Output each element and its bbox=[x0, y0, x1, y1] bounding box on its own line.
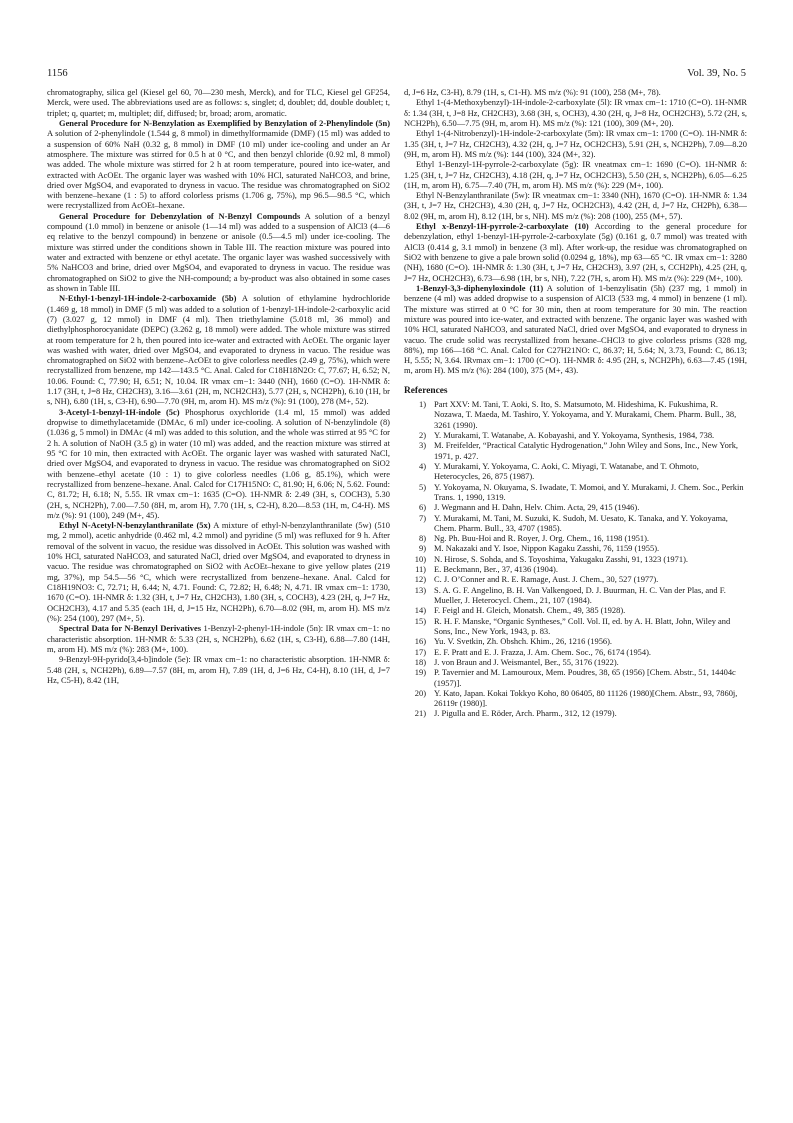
reference-item bbox=[404, 482, 747, 503]
references-heading: References bbox=[404, 385, 448, 396]
reference-item bbox=[404, 440, 747, 461]
reference-text: S. A. G. F. Angelino, B. H. Van Valkengoed, D. J. Buurman, H. C. Van der Plas, and F. Mueller, J. Heterocycl. Chem., 21, 107 (1984). bbox=[434, 584, 726, 605]
reference-text: Y. Murakami, M. Tani, M. Suzuki, K. Sudoh, M. Uesato, K. Tanaka, and Y. Yokoyama, Chem. Pharm. Bull., 33, 4707 (1985). bbox=[434, 512, 728, 533]
paragraph bbox=[404, 283, 747, 376]
reference-number: 8) bbox=[418, 533, 426, 544]
reference-item bbox=[404, 616, 747, 637]
reference-number: 6) bbox=[418, 502, 426, 513]
reference-item bbox=[404, 399, 747, 430]
paragraph-heading: General Procedure for N-Benzylation as Exemplified by Benzylation of 2-Phenylindole (5n) bbox=[59, 117, 390, 128]
paragraph bbox=[47, 654, 390, 685]
paragraph bbox=[404, 159, 747, 190]
reference-text: C. J. O’Conner and R. E. Ramage, Aust. J. Chem., 30, 527 (1977). bbox=[434, 574, 659, 585]
paragraph bbox=[47, 407, 390, 520]
paragraph bbox=[404, 190, 747, 221]
paragraph bbox=[47, 211, 390, 294]
reference-item bbox=[404, 430, 747, 440]
paragraph bbox=[47, 623, 390, 654]
paragraph-heading: Spectral Data for N-Benzyl Derivatives bbox=[59, 623, 201, 634]
paragraph-text: Ethyl 1-(4-Methoxybenzyl)-1H-indole-2-carboxylate (5l): IR νmax cm−1: 1710 (C=O). 1H-NMR δ: 1.34 (3H, t, J=8 Hz, CH2CH3), 3.68 (3H, s, OCH3), 4.30 (2H, q, J=8 Hz, OCH2CH3), 5.72 (2H, s, NCH2Ph), 6.50—7.75 (9H, m, arom H). MS m/z (%): 121 (100), 309 (M+, 20). bbox=[404, 97, 748, 128]
reference-text: E. Beckmann, Ber., 37, 4136 (1904). bbox=[434, 564, 558, 575]
reference-text: Y. Kato, Japan. Kokai Tokkyo Koho, 80 06405, 80 11126 (1980)[Chem. Abstr., 93, 7860j, 26119r (1980)]. bbox=[434, 687, 738, 709]
reference-list bbox=[404, 399, 747, 719]
reference-item bbox=[404, 513, 747, 534]
reference-text: J. Pigulla and E. Röder, Arch. Pharm., 312, 12 (1979). bbox=[434, 708, 617, 719]
reference-item bbox=[404, 554, 747, 564]
paragraph-heading: 3-Acetyl-1-benzyl-1H-indole (5c) bbox=[59, 406, 180, 417]
paragraph-text: Ethyl N-Benzylanthranilate (5w): IR νneatmax cm−1: 3340 (NH), 1670 (C=O). 1H-NMR δ: 1.34 (3H, t, J=7 Hz, CH2CH3), 4.30 (2H, q, J=7 Hz, OCH2CH3), 4.42 (2H, d, J=7 Hz, CH2Ph), 6.38—8.02 (9H, m, arom H), 8.12 (1H, br s, NH). MS m/z (%): 208 (100), 255 (M+, 57). bbox=[404, 190, 747, 221]
paragraph-text: A solution of 2-phenylindole (1.544 g, 8 mmol) in dimethylformamide (DMF) (15 ml) was added to a suspension of 60% NaH (0.32 g, 8 mmol) in DMF (10 ml) under ice-cooling and under an Ar atmosphere. The mixture was stirred for 0.5 h at 0 °C, and then benzyl chloride (0.92 ml, 8 mmol) was added. The whole mixture was stirred for 2 h at room temperature, poured into ice-water, and extracted with AcOEt. The organic layer was washed with 10% HCl, saturated NaHCO3, and brine, dried over MgSO4, and evaporated to dryness in vacuo. The residue was chromatographed on SiO2 with benzene–hexane (1 : 5) to afford colorless prisms (1.706 g, 75%), mp 96.5—98.5 °C, which were recrystallized from AcOEt–hexane. bbox=[47, 128, 390, 211]
reference-number: 1) bbox=[418, 399, 426, 410]
paragraph-heading: Ethyl x-Benzyl-1H-pyrrole-2-carboxylate (10) bbox=[416, 221, 589, 232]
reference-text: M. Freifelder, “Practical Catalytic Hydrogenation,” John Wiley and Sons, Inc., New York, 1971, p. 427. bbox=[434, 440, 739, 461]
reference-text: E. F. Pratt and E. J. Frazza, J. Am. Chem. Soc., 76, 6174 (1954). bbox=[434, 646, 652, 657]
reference-item bbox=[404, 657, 747, 667]
reference-item bbox=[404, 708, 747, 718]
paragraph bbox=[47, 293, 390, 406]
paragraph bbox=[47, 87, 390, 118]
paragraph-text: A solution of ethylamine hydrochloride (1.469 g, 18 mmol) in DMF (5 ml) was added to a solution of 1-benzyl-1H-indole-2-carboxylic acid (7) (3.027 g, 12 mmol) in DMF (4 ml). Then triethylamine (5.018 ml, 36 mmol) and diethylphosphorocyanidate (DEPC) (3.262 g, 18 mmol) were added. The whole mixture was stirred at room temperature for 2 h, then poured into ice-water and extracted with AcOEt. The organic layer was washed with water, dried over MgSO4, and evaporated to dryness in vacuo. The residue was chromatographed on SiO2 with benzene–AcOEt to give colorless needles (2.49 g, 75%), which were recrystallized from benzene, mp 142—143.5 °C. Anal. Calcd for C18H18N2O: C, 77.67; H, 6.52; N, 10.06. Found: C, 77.90; H, 6.51; N, 10.04. IR νmax cm−1: 3440 (NH), 1660 (C=O). 1H-NMR δ: 1.17 (3H, t, J=8 Hz, CH2CH3), 3.16—3.61 (2H, m, NCH2CH3), 5.77 (2H, s, NCH2Ph), 6.10 (1H, br s, NH), 6.80 (1H, s, C3-H), 6.90—7.70 (9H, m, arom H). MS m/z (%): 91 (100), 278 (M+, 52). bbox=[47, 293, 390, 407]
paragraph-text: Ethyl 1-Benzyl-1H-pyrrole-2-carboxylate (5g): IR νneatmax cm−1: 1690 (C=O). 1H-NMR δ: 1.25 (3H, t, J=7 Hz, CH2CH3), 4.18 (2H, q, J=7 Hz, OCH2CH3), 5.50 (2H, s, NCH2Ph), 6.05—6.25 (1H, m, arom H), 6.75—7.40 (7H, m, arom H). MS m/z (%): 229 (M+, 100). bbox=[404, 159, 747, 190]
reference-number: 20) bbox=[414, 687, 426, 698]
reference-item bbox=[404, 647, 747, 657]
reference-text: R. H. F. Manske, “Organic Syntheses,” Coll. Vol. II, ed. by A. H. Blatt, John, Wiley and Sons, Inc., New York, 1943, p. 83. bbox=[434, 615, 731, 636]
paragraph bbox=[404, 128, 747, 159]
paragraph-text: Ethyl 1-(4-Nitrobenzyl)-1H-indole-2-carboxylate (5m): IR νmax cm−1: 1700 (C=O). 1H-NMR δ: 1.35 (3H, t, J=7 Hz, CH2CH3), 4.32 (2H, q, J=7 Hz, OCH2CH3), 5.91 (2H, s, NCH2Ph), 7.09—8.20 (9H, m, arom H). MS m/z (%): 144 (100), 324 (M+, 32). bbox=[404, 128, 747, 159]
reference-item bbox=[404, 564, 747, 574]
reference-item bbox=[404, 543, 747, 553]
reference-number: 16) bbox=[414, 636, 426, 647]
reference-text: F. Feigl and H. Gleich, Monatsh. Chem., 49, 385 (1928). bbox=[434, 605, 626, 616]
reference-item bbox=[404, 461, 747, 482]
reference-number: 4) bbox=[418, 460, 426, 471]
reference-item bbox=[404, 574, 747, 584]
paragraph-text: A mixture of ethyl-N-benzylanthranilate (5w) (510 mg, 2 mmol), acetic anhydride (0.462 ml, 4.2 mmol) and pyridine (5 ml) was refluxed for 9 h. After removal of the solvent in vacuo, the residue was dissolved in AcOEt. This solution was washed with 10% HCl, saturated NaHCO3, and saturated NaCl, dried over MgSO4, and evaporated to dryness in vacuo. The residue was chromatographed on SiO2 with AcOEt–hexane to give yellow plates (219 mg, 37%), mp 54.5—56 °C, which were recrystallized from benzene–hexane. Anal. Calcd for C18H19NO3: C, 72.71; H, 6.44; N, 4.71. Found: C, 72.82; H, 6.48; N, 4.71. IR νmax cm−1: 1730, 1670 (C=O). 1H-NMR δ: 1.32 (3H, t, J=7 Hz, CH2CH3), 1.80 (3H, s, COCH3), 4.23 (2H, q, J=7 Hz, OCH2CH3), 4.17 and 5.35 (each 1H, d, J=15 Hz, NCH2Ph), 6.70—8.02 (9H, m, arom H). MS m/z (%): 254 (100), 297 (M+, 5). bbox=[47, 520, 390, 623]
reference-number: 15) bbox=[414, 615, 426, 626]
right-paragraphs bbox=[404, 87, 747, 376]
paragraph-text: chromatography, silica gel (Kiesel gel 60, 70—230 mesh, Merck), and for TLC, Kiesel gel GF254, Merck, were used. The abbreviations used are as follows: s, singlet; d, doublet; dd, double doublet; t, triplet; q, quartet; m, multiplet; dif, diffused; br, broad; arom, aromatic. bbox=[47, 87, 390, 118]
reference-text: Ng. Ph. Buu-Hoi and R. Royer, J. Org. Chem., 16, 1198 (1951). bbox=[434, 533, 650, 544]
reference-text: Y. Murakami, T. Watanabe, A. Kobayashi, and Y. Yokoyama, Synthesis, 1984, 738. bbox=[434, 430, 715, 440]
reference-number: 14) bbox=[414, 605, 426, 616]
paragraph-heading: Ethyl N-Acetyl-N-benzylanthranilate (5x) bbox=[59, 520, 211, 531]
reference-text: Yu. V. Svetkin, Zh. Obshch. Khim., 26, 1216 (1956). bbox=[434, 636, 613, 647]
reference-item bbox=[404, 585, 747, 606]
reference-item bbox=[404, 533, 747, 543]
reference-text: Y. Yokoyama, N. Okuyama, S. Iwadate, T. Momoi, and Y. Murakami, J. Chem. Soc., Perkin Trans. 1, 1990, 1319. bbox=[434, 481, 744, 502]
paragraph-text: A solution of a benzyl compound (1.0 mmol) in benzene or anisole (1—14 ml) was added to a suspension of AlCl3 (4—6 eq relative to the benzyl compound) in benzene or anisole (0.5—4.5 ml) under ice-cooling. The mixture was stirred under the conditions shown in Table III. The reaction mixture was poured into water and extracted with benzene or ethyl acetate. The organic layer was washed successively with 5% NaHCO3 and brine, dried over MgSO4, and evaporated to dryness in vacuo. The residue was chromatographed on SiO2 to give the NH-compound; a by-product was also obtained in some cases as shown in Table III. bbox=[47, 210, 390, 293]
reference-text: P. Tavernier and M. Lamouroux, Mem. Poudres, 38, 65 (1956) [Chem. Abstr., 51, 14404c (1957)]. bbox=[434, 667, 736, 688]
paragraph bbox=[47, 520, 390, 623]
reference-number: 10) bbox=[414, 553, 426, 564]
paragraph bbox=[404, 97, 747, 128]
paragraph-text: 9-Benzyl-9H-pyrido[3,4-b]indole (5e): IR νmax cm−1: no characteristic absorption. 1H-NMR δ: 5.48 (2H, s, NCH2Ph), 6.89—7.57 (8H, m, arom H), 7.89 (1H, d, J=6 Hz, C4-H), 8.10 (1H, d, J=7 Hz, C5-H), 8.42 (1H, bbox=[47, 654, 390, 685]
paragraph-text: d, J=6 Hz, C3-H), 8.79 (1H, s, C1-H). MS m/z (%): 91 (100), 258 (M+, 78). bbox=[404, 87, 661, 97]
reference-number: 17) bbox=[414, 646, 426, 657]
reference-item bbox=[404, 605, 747, 615]
paragraph-heading: N-Ethyl-1-benzyl-1H-indole-2-carboxamide (5b) bbox=[59, 293, 237, 304]
reference-number: 18) bbox=[414, 656, 426, 667]
reference-number: 5) bbox=[418, 481, 426, 492]
paragraph-heading: 1-Benzyl-3,3-diphenyloxindole (11) bbox=[416, 282, 544, 293]
reference-item bbox=[404, 502, 747, 512]
journal-volume-info: Vol. 39, No. 5 bbox=[687, 68, 746, 79]
reference-text: J. von Braun and J. Weismantel, Ber., 55, 3176 (1922). bbox=[434, 656, 619, 667]
paragraph bbox=[47, 118, 390, 211]
reference-number: 19) bbox=[414, 667, 426, 678]
right-text-column bbox=[404, 87, 747, 719]
reference-text: M. Nakazaki and Y. Isoe, Nippon Kagaku Zasshi, 76, 1159 (1955). bbox=[434, 543, 660, 554]
reference-text: N. Hirose, S. Sohda, and S. Toyoshima, Yakugaku Zasshi, 91, 1323 (1971). bbox=[434, 553, 689, 564]
reference-item bbox=[404, 636, 747, 646]
paragraph-text: A solution of 1-benzylisatin (5h) (237 mg, 1 mmol) in benzene (4 ml) was added dropwise to a suspension of AlCl3 (533 mg, 4 mmol) in benzene (1 ml). The mixture was stirred at 0 °C for 30 min, then at room temperature for 30 min. The reaction mixture was poured into ice-water, and extracted with benzene. The organic layer was washed with 10% HCl, saturated NaHCO3, and saturated NaCl, dried over MgSO4, and evaporated to dryness in vacuo. The crude solid was recrystallized from hexane–CHCl3 to give colorless prisms (328 mg, 88%), mp 166—168 °C. Anal. Calcd for C27H21NO: C, 86.37; H, 5.64; N, 3.73, Found: C, 86.13; H, 5.55; N, 3.64. IRνmax cm−1: 1700 (C=O). 1H-NMR δ: 4.95 (2H, s, NCH2Ph), 6.63—7.45 (19H, m, arom H). MS m/z (%): 284 (100), 375 (M+, 43). bbox=[404, 282, 747, 376]
paragraph bbox=[404, 221, 747, 283]
reference-number: 3) bbox=[418, 440, 426, 451]
paragraph-text: 1-Benzyl-2-phenyl-1H-indole (5n): IR νmax cm−1: no characteristic absorption. 1H-NMR δ: 5.33 (2H, s, NCH2Ph), 6.62 (1H, s, C3-H), 6.88—7.80 (14H, m, arom H). MS m/z (%): 283 (M+, 100). bbox=[47, 623, 390, 654]
reference-text: Part XXV: M. Tani, T. Aoki, S. Ito, S. Matsumoto, M. Hideshima, K. Fukushima, R. Nozawa, T. Maeda, M. Tashiro, Y. Yokoyama, and Y. Murakami, Chem. Pharm. Bull., 38, 3261 (1990). bbox=[434, 399, 737, 430]
reference-number: 12) bbox=[414, 574, 426, 585]
reference-item bbox=[404, 667, 747, 688]
left-text-column bbox=[47, 87, 390, 685]
paragraph bbox=[404, 87, 747, 97]
paragraph-text: According to the general procedure for debenzylation, ethyl 1-benzyl-1H-pyrrole-2-carboxylate (5g) (0.161 g, 0.7 mmol) was treated with AlCl3 (0.414 g, 3.1 mmol) in benzene (3 ml). After work-up, the residue was chromatographed on SiO2 with benzene to give a pale brown solid (0.0294 g, 18%), mp 63—65 °C. IR νmax cm−1: 3280 (NH), 1680 (C=O). 1H-NMR δ: 1.30 (3H, t, J=7 Hz, CH2CH3), 3.97 (2H, s, CCH2Ph), 4.25 (2H, q, J=7 Hz, OCH2CH3), 6.73—6.98 (1H, br s, NH), 7.22 (7H, s, arom H). MS m/z (%): 229 (M+, 100). bbox=[404, 221, 747, 283]
paragraph-text: Phosphorus oxychloride (1.4 ml, 15 mmol) was added dropwise to dimethylacetamide (DMAc, 6 ml) under ice-cooling. A solution of N-benzylindole (8) (1.036 g, 5 mmol) in DMAc (4 ml) was added to this solution, and the whole was stirred at 95 °C for 2 h. A solution of NaOH (3.5 g) in water (10 ml) was added, and the reaction mixture was stirred at 95 °C for 10 min, then extracted with AcOEt. The organic layer was washed with saturated NaCl, dried over MgSO4, and evaporated to dryness in vacuo. The residue was chromatographed on SiO2 with benzene–ethyl acetate (10 : 1) to give colorless needles (1.06 g, 85.1%), which were recrystallized from benzene–hexane. Anal. Calcd for C17H15NO: C, 81.90; H, 6.06; N, 5.62. Found: C, 81.72; H, 6.18; N, 5.55. IR νmax cm−1: 1635 (C=O). 1H-NMR δ: 2.49 (3H, s, COCH3), 5.30 (2H, s, NCH2Ph), 7.00—7.50 (8H, m, arom H), 7.70 (1H, s, C2-H), 8.20—8.53 (1H, m, C4-H). MS m/z (%): 91 (100), 249 (M+, 45). bbox=[47, 406, 390, 520]
page-number: 1156 bbox=[47, 68, 68, 79]
reference-number: 2) bbox=[418, 430, 426, 440]
reference-number: 21) bbox=[414, 708, 426, 719]
reference-item bbox=[404, 688, 747, 709]
reference-number: 11) bbox=[415, 564, 426, 575]
reference-number: 7) bbox=[418, 512, 426, 523]
reference-number: 9) bbox=[418, 543, 426, 554]
reference-text: Y. Murakami, Y. Yokoyama, C. Aoki, C. Miyagi, T. Watanabe, and T. Ohmoto, Heterocycles, 26, 875 (1987). bbox=[434, 460, 699, 482]
reference-text: J. Wegmann and H. Dahn, Helv. Chim. Acta, 29, 415 (1946). bbox=[434, 502, 640, 513]
paragraph-heading: General Procedure for Debenzylation of N-Benzyl Compounds bbox=[59, 210, 301, 221]
reference-number: 13) bbox=[414, 584, 426, 595]
